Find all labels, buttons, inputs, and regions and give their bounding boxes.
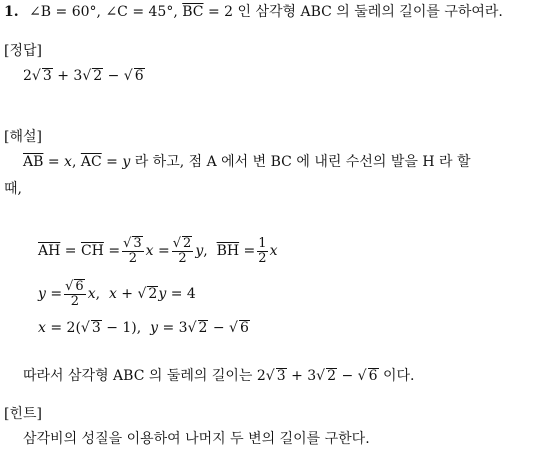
hint-header: [힌트] bbox=[4, 406, 42, 422]
explanation-intro-line2: 때, bbox=[4, 181, 22, 197]
equation-3: x = 2(√ 3 − 1), y = 3√ 2 − √ 6 bbox=[38, 320, 249, 336]
explanation-conclusion: 따라서 삼각형 ABC 의 둘레의 길이는 2√ 3 + 3√ 2 − √ 6 이다. bbox=[23, 368, 415, 384]
equation-2: y = $\frac{√ 6}{2}$ x , x + √ 2 y = 4 bbox=[38, 279, 196, 310]
answer-header: [정답] bbox=[4, 43, 42, 59]
problem-text: ∠B = 60°, ∠C = 45°, $\overline{BC} = 2$ 인 삼각형 ABC 의 둘레의 길이를 구하여라. bbox=[29, 4, 503, 20]
answer-value: 2√ 3 + 3√ 2 − √ 6 bbox=[23, 68, 144, 84]
explanation-intro-line1: $\overline{AB} = x$, $\overline{AC} = y$ 라 하고, 점 A 에서 변 BC 에 내린 수선의 발을 H 라 할 bbox=[23, 154, 471, 170]
equation-1: $\overline{AH}$ = $\overline{CH}$ = $\frac{√ 3}{2}$ x = $\frac{√ 2}{2}$ y , $\overline{BH}$ = $\frac{1}{2}$ x bbox=[38, 235, 278, 267]
explanation-header: [해설] bbox=[4, 129, 42, 145]
problem-statement bbox=[4, 5, 503, 20]
hint-text: 삼각비의 성질을 이용하여 나머지 두 변의 길이를 구한다. bbox=[23, 431, 370, 447]
problem-number: 1. bbox=[4, 4, 19, 20]
